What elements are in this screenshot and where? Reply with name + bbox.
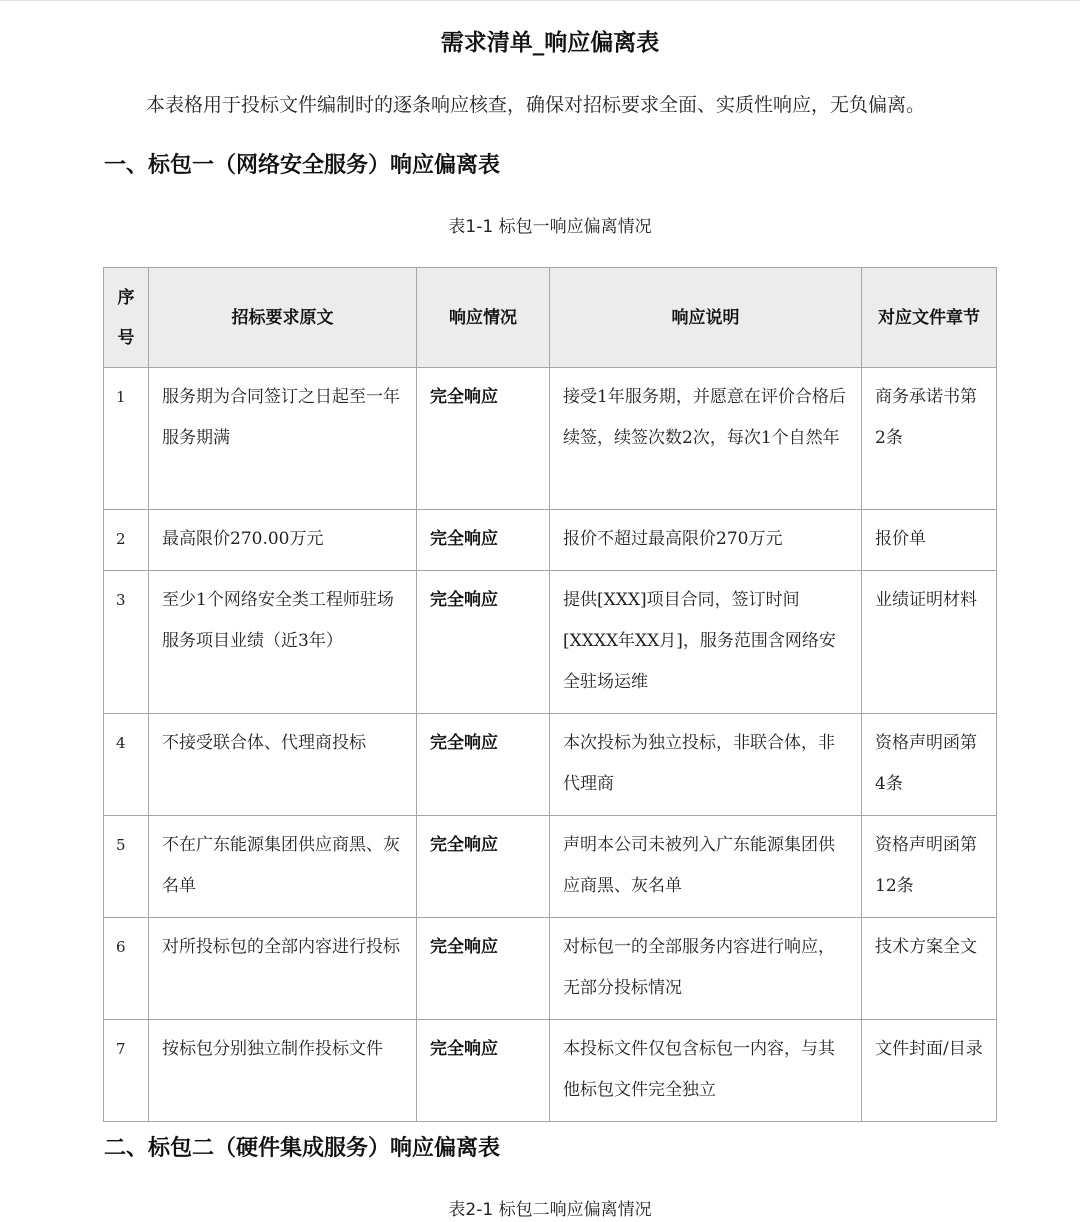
cell-requirement: 至少1个网络安全类工程师驻场服务项目业绩（近3年） xyxy=(149,571,417,714)
cell-description: 对标包一的全部服务内容进行响应，无部分投标情况 xyxy=(550,918,862,1020)
document-title: 需求清单_响应偏离表 xyxy=(440,30,660,56)
cell-seq: 6 xyxy=(104,918,149,1020)
table-row xyxy=(104,816,997,918)
cell-seq: 4 xyxy=(104,714,149,816)
cell-requirement: 最高限价270.00万元 xyxy=(149,510,417,571)
header-description: 响应说明 xyxy=(550,268,862,368)
cell-status: 完全响应 xyxy=(417,510,550,571)
table-row xyxy=(104,1020,997,1122)
cell-chapter: 报价单 xyxy=(862,510,997,571)
header-requirement: 招标要求原文 xyxy=(149,268,417,368)
cell-chapter: 资格声明函第12条 xyxy=(862,816,997,918)
header-status: 响应情况 xyxy=(417,268,550,368)
table-row xyxy=(104,368,997,510)
cell-description: 本次投标为独立投标，非联合体，非代理商 xyxy=(550,714,862,816)
header-chapter: 对应文件章节 xyxy=(862,268,997,368)
cell-description: 本投标文件仅包含标包一内容，与其他标包文件完全独立 xyxy=(550,1020,862,1122)
page-top-rule xyxy=(0,0,1080,1)
cell-seq: 3 xyxy=(104,571,149,714)
cell-chapter: 文件封面/目录 xyxy=(862,1020,997,1122)
section-heading-lot-1: 一、标包一（网络安全服务）响应偏离表 xyxy=(104,153,501,178)
table-row xyxy=(104,571,997,714)
cell-seq: 1 xyxy=(104,368,149,510)
cell-seq: 5 xyxy=(104,816,149,918)
intro-paragraph: 本表格用于投标文件编制时的逐条响应核查，确保对招标要求全面、实质性响应，无负偏离。 xyxy=(146,94,926,116)
cell-status: 完全响应 xyxy=(417,571,550,714)
cell-requirement: 按标包分别独立制作投标文件 xyxy=(149,1020,417,1122)
cell-status: 完全响应 xyxy=(417,714,550,816)
response-deviation-table-lot-1 xyxy=(103,267,997,1122)
cell-seq: 2 xyxy=(104,510,149,571)
table-header-row xyxy=(104,268,997,368)
cell-requirement: 对所投标包的全部内容进行投标 xyxy=(149,918,417,1020)
cell-chapter: 资格声明函第4条 xyxy=(862,714,997,816)
cell-description: 声明本公司未被列入广东能源集团供应商黑、灰名单 xyxy=(550,816,862,918)
table-caption-2-1: 表2-1 标包二响应偏离情况 xyxy=(448,1200,652,1220)
table-row xyxy=(104,714,997,816)
cell-description: 提供[XXX]项目合同，签订时间[XXXX年XX月]，服务范围含网络安全驻场运维 xyxy=(550,571,862,714)
cell-requirement: 服务期为合同签订之日起至一年服务期满 xyxy=(149,368,417,510)
cell-requirement: 不接受联合体、代理商投标 xyxy=(149,714,417,816)
table-caption-1-1: 表1-1 标包一响应偏离情况 xyxy=(448,217,652,237)
section-heading-lot-2: 二、标包二（硬件集成服务）响应偏离表 xyxy=(104,1136,501,1161)
cell-description: 报价不超过最高限价270万元 xyxy=(550,510,862,571)
cell-description: 接受1年服务期，并愿意在评价合格后续签，续签次数2次，每次1个自然年 xyxy=(550,368,862,510)
cell-requirement: 不在广东能源集团供应商黑、灰名单 xyxy=(149,816,417,918)
cell-chapter: 业绩证明材料 xyxy=(862,571,997,714)
table-row xyxy=(104,510,997,571)
header-seq: 序号 xyxy=(104,268,149,368)
cell-chapter: 技术方案全文 xyxy=(862,918,997,1020)
cell-status: 完全响应 xyxy=(417,368,550,510)
table-row xyxy=(104,918,997,1020)
cell-status: 完全响应 xyxy=(417,918,550,1020)
cell-seq: 7 xyxy=(104,1020,149,1122)
cell-status: 完全响应 xyxy=(417,816,550,918)
cell-status: 完全响应 xyxy=(417,1020,550,1122)
cell-chapter: 商务承诺书第2条 xyxy=(862,368,997,510)
